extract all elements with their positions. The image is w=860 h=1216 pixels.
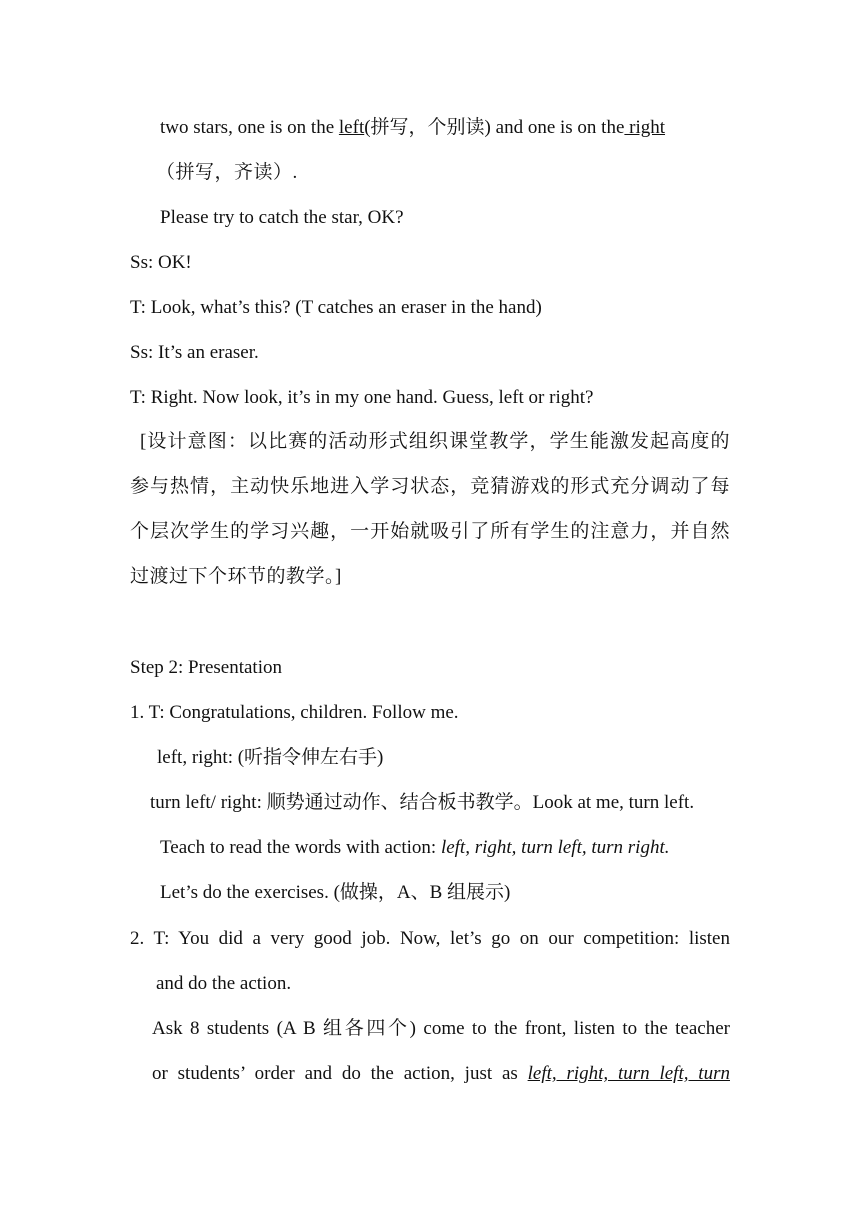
- paragraph-line: [160, 837, 669, 859]
- line-text: or students’ order and do the action, just as: [152, 1063, 528, 1084]
- underlined-word-left: left: [338, 117, 365, 138]
- paragraph-line: Let’s do the exercises. (做操，A、B 组展示): [160, 882, 511, 903]
- design-intent-line: 个层次学生的学习兴趣，一开始就吸引了所有学生的注意力，并自然: [130, 521, 730, 542]
- line-text: two stars, one is on the: [160, 117, 339, 138]
- design-intent-line: 过渡过下个环节的教学。]: [130, 566, 342, 587]
- line-text: Teach to read the words with action:: [160, 837, 441, 858]
- paragraph-line: Ask 8 students (A B 组各四个) come to the front, listen to the teacher: [152, 1018, 730, 1039]
- design-intent-line: 参与热情，主动快乐地进入学习状态，竞猜游戏的形式充分调动了每: [130, 476, 730, 497]
- design-intent-line: [设计意图：以比赛的活动形式组织课堂教学，学生能激发起高度的: [140, 431, 730, 452]
- dialogue-line: T: Look, what’s this? (T catches an eraser in the hand): [130, 297, 542, 318]
- paragraph-line: [160, 117, 665, 139]
- paragraph-line: Please try to catch the star, OK?: [160, 207, 404, 228]
- paragraph-line: and do the action.: [156, 973, 292, 994]
- paragraph-line: left, right: (听指令伸左右手): [157, 747, 384, 768]
- underlined-italic-words: left, right, turn left, turn: [527, 1063, 730, 1084]
- section-heading: Step 2: Presentation: [130, 657, 282, 678]
- italic-words: left, right, turn left, turn right.: [440, 837, 670, 858]
- paragraph-line: turn left/ right: 顺势通过动作、结合板书教学。Look at me, turn left.: [150, 792, 695, 813]
- dialogue-line: Ss: It’s an eraser.: [130, 342, 259, 363]
- line-text: (拼写，个别读) and one is on the: [364, 117, 625, 138]
- paragraph-line: [152, 1063, 730, 1085]
- paragraph-line: （拼写，齐读）.: [156, 162, 298, 183]
- underlined-word-right: right: [624, 117, 666, 138]
- dialogue-line: Ss: OK!: [130, 252, 192, 273]
- dialogue-line: T: Right. Now look, it’s in my one hand. Guess, left or right?: [130, 387, 594, 408]
- numbered-item: 1. T: Congratulations, children. Follow me.: [130, 702, 459, 723]
- numbered-item: 2. T: You did a very good job. Now, let’s go on our competition: listen: [130, 928, 730, 949]
